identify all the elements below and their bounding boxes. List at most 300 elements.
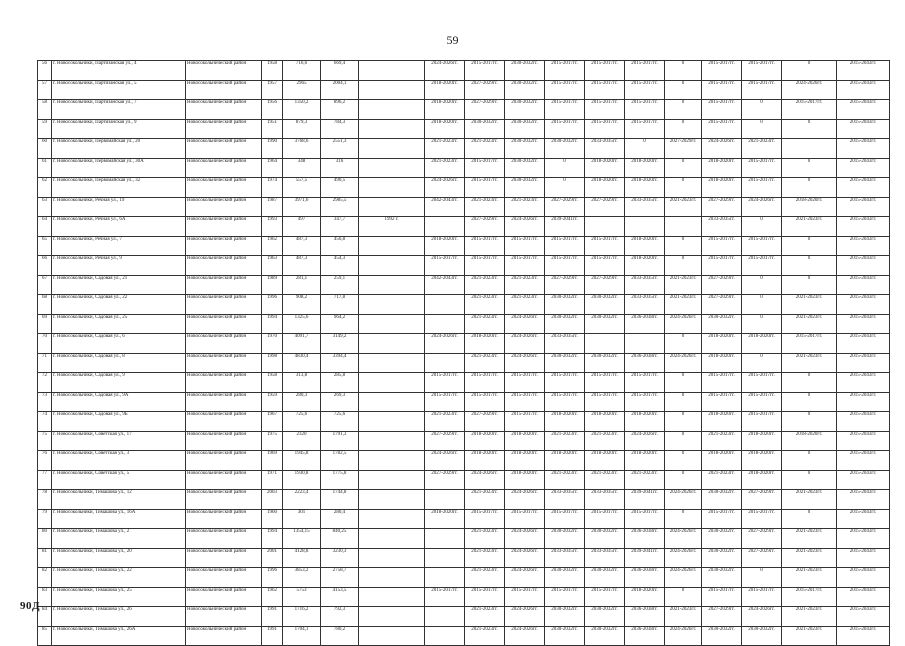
period-cell: 2015-2017гг.	[782, 587, 837, 607]
period-cell: 2027-2029гг.	[702, 197, 742, 217]
period-cell: 2021-2023гг.	[782, 548, 837, 568]
address-cell: г. Новосокольники, Партизанская ул., 7	[52, 100, 186, 120]
district-cell: Новосокольнический район	[186, 61, 262, 81]
period-cell: 2015-2043гг.	[837, 568, 890, 588]
address-cell: г. Новосокольники, Первомайская ул., 32	[52, 178, 186, 198]
period-cell: 2033-2035гг.	[702, 217, 742, 237]
table-row	[38, 509, 890, 529]
note-cell	[359, 470, 425, 490]
period-cell: 2021-2023гг.	[465, 607, 505, 627]
period-cell: 2015-2017гг.	[505, 412, 545, 432]
period-cell: 2015-2017гг.	[545, 119, 585, 139]
year-built-cell: 1994	[262, 314, 283, 334]
period-cell: 2021-2023гг.	[505, 197, 545, 217]
period-cell: 2021-2023гг.	[465, 295, 505, 315]
period-cell	[585, 334, 625, 354]
period-cell: 2015-2017гг.	[505, 587, 545, 607]
row-number-cell: 59	[38, 119, 52, 139]
period-cell: 2021-2023гг.	[782, 529, 837, 549]
table-body	[38, 61, 890, 646]
district-cell: Новосокольнический район	[186, 548, 262, 568]
period-cell: 2030-2032гг.	[742, 626, 782, 646]
period-cell: 2030-2032гг.	[505, 178, 545, 198]
period-cell: 0	[665, 80, 702, 100]
period-cell: 2018-2020гг.	[702, 178, 742, 198]
period-cell: 2018-2020гг.	[505, 451, 545, 471]
address-cell: г. Новосокольники, Садовая ул., 9	[52, 373, 186, 393]
total-area-cell: 557,5	[283, 178, 321, 198]
period-cell: 2033-2035гг.	[625, 197, 665, 217]
note-cell	[359, 314, 425, 334]
address-cell: г. Новосокольники, Советская ул., 5	[52, 470, 186, 490]
period-cell: 0	[665, 451, 702, 471]
period-cell: 2030-2032гг.	[545, 139, 585, 159]
district-cell: Новосокольнический район	[186, 412, 262, 432]
period-cell: 2021-2023гг.	[782, 353, 837, 373]
period-cell: 2021-2023гг.	[465, 353, 505, 373]
period-cell: 0	[665, 158, 702, 178]
period-cell: 2024-2026гг.	[665, 353, 702, 373]
period-cell: 2015-2017гг.	[702, 587, 742, 607]
note-cell	[359, 353, 425, 373]
period-cell: 2021-2023гг.	[585, 431, 625, 451]
note-cell	[359, 451, 425, 471]
living-area-cell: 1775,8	[321, 470, 359, 490]
period-cell: 2021-2023гг.	[742, 139, 782, 159]
period-cell: 2036-2038гг.	[625, 314, 665, 334]
year-built-cell: 1993	[262, 217, 283, 237]
total-area-cell: 908,2	[283, 295, 321, 315]
table-row	[38, 139, 890, 159]
total-area-cell: 2320	[283, 431, 321, 451]
period-cell: 2015-2017гг.	[625, 100, 665, 120]
row-number-cell: 68	[38, 295, 52, 315]
year-built-cell: 1970	[262, 334, 283, 354]
year-built-cell: 1996	[262, 295, 283, 315]
table-row	[38, 158, 890, 178]
period-cell: 2015-2017гг.	[742, 178, 782, 198]
period-cell: 2018-2020гг.	[585, 158, 625, 178]
year-built-cell: 1957	[262, 80, 283, 100]
total-area-cell: 3768,6	[283, 139, 321, 159]
year-built-cell: 1951	[262, 119, 283, 139]
period-cell: 2015-2017гг.	[702, 61, 742, 81]
period-cell: 2018-2020гг.	[585, 412, 625, 432]
address-cell: г. Новосокольники, Советская ул., 3	[52, 451, 186, 471]
period-cell: 0	[665, 470, 702, 490]
period-cell	[425, 490, 465, 510]
row-number-cell: 61	[38, 158, 52, 178]
year-built-cell: 1991	[262, 607, 283, 627]
note-cell	[359, 548, 425, 568]
row-number-cell: 78	[38, 490, 52, 510]
period-cell	[425, 548, 465, 568]
period-cell: 2030-2032гг.	[702, 626, 742, 646]
table-row	[38, 295, 890, 315]
period-cell: 2027-2029гг.	[665, 139, 702, 159]
district-cell: Новосокольнический район	[186, 431, 262, 451]
district-cell: Новосокольнический район	[186, 119, 262, 139]
living-area-cell: 3230,3	[321, 548, 359, 568]
living-area-cell: 3394,4	[321, 353, 359, 373]
period-cell: 0	[665, 236, 702, 256]
period-cell	[425, 217, 465, 237]
living-area-cell: 725,6	[321, 412, 359, 432]
period-cell: 2030-2032гг.	[545, 529, 585, 549]
address-cell: г. Новосокольники, Тимашова ул., 2	[52, 529, 186, 549]
living-area-cell: 784,3	[321, 119, 359, 139]
period-cell: 0	[782, 470, 837, 490]
period-cell: 2018-2020гг.	[625, 587, 665, 607]
period-cell	[425, 568, 465, 588]
period-cell: 2015-2017гг.	[585, 509, 625, 529]
year-built-cell: 1963	[262, 256, 283, 276]
period-cell: 2018-2020гг.	[742, 334, 782, 354]
period-cell: 2015-2043гг.	[837, 529, 890, 549]
period-cell: 2015-2017гг.	[742, 412, 782, 432]
period-cell: 2018-2020гг.	[742, 431, 782, 451]
period-cell: 2024-2026гг.	[505, 568, 545, 588]
period-cell: 2015-2017гг.	[545, 61, 585, 81]
period-cell: 2024-2026гг.	[742, 197, 782, 217]
period-cell: 0	[742, 100, 782, 120]
year-built-cell: 2003	[262, 490, 283, 510]
period-cell: 2030-2032гг.	[585, 353, 625, 373]
period-cell: 2024-2026гг.	[505, 490, 545, 510]
note-cell	[359, 158, 425, 178]
period-cell: 0	[742, 119, 782, 139]
period-cell: 0	[742, 275, 782, 295]
note-cell: 1992 г.	[359, 217, 425, 237]
period-cell: 2015-2043гг.	[837, 236, 890, 256]
period-cell	[425, 353, 465, 373]
row-number-cell: 85	[38, 626, 52, 646]
period-cell: 2015-2017гг.	[625, 80, 665, 100]
total-area-cell: 487,3	[283, 236, 321, 256]
total-area-cell: 4128,8	[283, 548, 321, 568]
period-cell: 2021-2023гг.	[465, 568, 505, 588]
address-cell: г. Новосокольники, Тимашова ул., 26А	[52, 626, 186, 646]
period-cell: 0	[782, 236, 837, 256]
period-cell: 2015-2017гг.	[625, 61, 665, 81]
period-cell: 2018-2020гг.	[742, 451, 782, 471]
note-cell	[359, 119, 425, 139]
year-built-cell: 1958	[262, 373, 283, 393]
period-cell: 0	[625, 139, 665, 159]
period-cell: 2033-2035гг.	[585, 490, 625, 510]
period-cell: 0	[665, 392, 702, 412]
period-cell: 2015-2017гг.	[465, 256, 505, 276]
period-cell: 2015-2017гг.	[585, 256, 625, 276]
period-cell: 2015-2017гг.	[545, 100, 585, 120]
period-cell: 2018-2020гг.	[425, 80, 465, 100]
period-cell: 2018-2020гг.	[505, 431, 545, 451]
period-cell: 2015-2017гг.	[585, 373, 625, 393]
period-cell: 2030-2032гг.	[702, 529, 742, 549]
row-number-cell: 82	[38, 568, 52, 588]
note-cell	[359, 490, 425, 510]
period-cell: 2015-2017гг.	[425, 256, 465, 276]
period-cell: 2024-2026гг.	[505, 217, 545, 237]
period-cell: 0	[665, 509, 702, 529]
total-area-cell: 348	[283, 158, 321, 178]
period-cell: 2033-2035гг.	[625, 275, 665, 295]
period-cell: 2030-2032гг.	[585, 607, 625, 627]
period-cell: 2027-2029гг.	[425, 431, 465, 451]
period-cell: 2015-2017гг.	[625, 392, 665, 412]
period-cell: 2021-2023гг.	[665, 197, 702, 217]
period-cell	[425, 626, 465, 646]
period-cell: 0	[782, 158, 837, 178]
period-cell: 0	[782, 373, 837, 393]
period-cell: 2030-2032гг.	[545, 626, 585, 646]
district-cell: Новосокольнический район	[186, 139, 262, 159]
period-cell: 2015-2017гг.	[505, 256, 545, 276]
period-cell: 2015-2017гг.	[585, 100, 625, 120]
period-cell: 2015-2017гг.	[545, 587, 585, 607]
period-cell: 2042-2043гг.	[425, 197, 465, 217]
table-row	[38, 178, 890, 198]
period-cell: 2021-2023гг.	[465, 490, 505, 510]
period-cell: 2015-2043гг.	[837, 607, 890, 627]
period-cell: 2036-2038гг.	[625, 529, 665, 549]
row-number-cell: 65	[38, 236, 52, 256]
address-cell: г. Новосокольники, Партизанская ул., 5	[52, 80, 186, 100]
period-cell: 2018-2020гг.	[625, 451, 665, 471]
period-cell: 2024-2026гг.	[505, 626, 545, 646]
total-area-cell: 4830,4	[283, 353, 321, 373]
period-cell: 2021-2023гг.	[782, 626, 837, 646]
total-area-cell: 5753	[283, 587, 321, 607]
table-row	[38, 451, 890, 471]
district-cell: Новосокольнический район	[186, 314, 262, 334]
year-built-cell: 1975	[262, 431, 283, 451]
period-cell: 2030-2032гг.	[545, 607, 585, 627]
period-cell: 2024-2026гг.	[505, 548, 545, 568]
period-cell: 2027-2029гг.	[465, 80, 505, 100]
period-cell: 2033-2035гг.	[585, 548, 625, 568]
period-cell: 2021-2023гг.	[465, 548, 505, 568]
table-row	[38, 119, 890, 139]
row-number-cell: 75	[38, 431, 52, 451]
living-area-cell: 780,2	[321, 626, 359, 646]
period-cell: 2018-2020гг.	[465, 451, 505, 471]
note-cell	[359, 392, 425, 412]
period-cell: 2015-2017гг.	[545, 256, 585, 276]
period-cell: 2030-2032гг.	[505, 80, 545, 100]
period-cell: 2015-2017гг.	[505, 509, 545, 529]
period-cell: 0	[782, 178, 837, 198]
period-cell: 0	[665, 100, 702, 120]
period-cell: 2036-2038гг.	[625, 353, 665, 373]
living-area-cell: 259,1	[321, 275, 359, 295]
note-cell	[359, 139, 425, 159]
row-number-cell: 64	[38, 217, 52, 237]
period-cell: 2015-2017гг.	[625, 373, 665, 393]
period-cell: 2027-2029гг.	[742, 529, 782, 549]
period-cell: 2021-2023гг.	[702, 470, 742, 490]
period-cell: 0	[665, 178, 702, 198]
note-cell	[359, 275, 425, 295]
period-cell: 2015-2017гг.	[702, 373, 742, 393]
district-cell: Новосокольнический район	[186, 353, 262, 373]
year-built-cell: 1990	[262, 139, 283, 159]
period-cell: 2015-2017гг.	[702, 236, 742, 256]
year-built-cell: 1959	[262, 392, 283, 412]
district-cell: Новосокольнический район	[186, 392, 262, 412]
table-row	[38, 197, 890, 217]
table-row	[38, 470, 890, 490]
period-cell: 2021-2023гг.	[465, 275, 505, 295]
period-cell: 2015-2017гг.	[702, 509, 742, 529]
district-cell: Новосокольнический район	[186, 256, 262, 276]
period-cell: 2018-2020гг.	[625, 158, 665, 178]
period-cell: 2021-2023гг.	[465, 529, 505, 549]
year-built-cell: 1991	[262, 626, 283, 646]
note-cell	[359, 509, 425, 529]
table-row	[38, 275, 890, 295]
period-cell	[425, 295, 465, 315]
note-cell	[359, 256, 425, 276]
table-row	[38, 431, 890, 451]
district-cell: Новосокольнический район	[186, 626, 262, 646]
period-cell: 2042-2043гг.	[425, 275, 465, 295]
total-area-cell: 281,1	[283, 275, 321, 295]
address-cell: г. Новосокольники, Тимашова ул., 16А	[52, 509, 186, 529]
period-cell: 2033-2035гг.	[545, 334, 585, 354]
period-cell: 2015-2043гг.	[837, 392, 890, 412]
note-cell	[359, 197, 425, 217]
period-cell: 2021-2023гг.	[545, 431, 585, 451]
living-area-cell: 2758,7	[321, 568, 359, 588]
total-area-cell: 1354,15	[283, 529, 321, 549]
period-cell: 0	[665, 61, 702, 81]
district-cell: Новосокольнический район	[186, 568, 262, 588]
year-built-cell: 1971	[262, 470, 283, 490]
period-cell: 2027-2029гг.	[465, 100, 505, 120]
period-cell: 2015-2043гг.	[837, 490, 890, 510]
table-row	[38, 314, 890, 334]
period-cell: 2021-2023гг.	[465, 139, 505, 159]
period-cell: 2015-2017гг.	[545, 509, 585, 529]
row-number-cell: 58	[38, 100, 52, 120]
period-cell: 0	[742, 353, 782, 373]
period-cell: 0	[545, 158, 585, 178]
period-cell: 2021-2023гг.	[425, 158, 465, 178]
district-cell: Новосокольнический район	[186, 275, 262, 295]
period-cell: 2018-2020гг.	[585, 178, 625, 198]
period-cell: 2027-2029гг.	[742, 548, 782, 568]
period-cell: 2030-2032гг.	[585, 529, 625, 549]
total-area-cell: 3853,2	[283, 568, 321, 588]
table-row	[38, 607, 890, 627]
period-cell: 2015-2017гг.	[585, 236, 625, 256]
period-cell: 2021-2023гг.	[782, 295, 837, 315]
period-cell: 2039-2041гг.	[625, 490, 665, 510]
period-cell: 2024-2026гг.	[665, 568, 702, 588]
row-number-cell: 73	[38, 392, 52, 412]
page-number: 59	[446, 33, 459, 47]
period-cell: 2015-2043гг.	[837, 451, 890, 471]
living-area-cell: 1782,5	[321, 451, 359, 471]
living-area-cell: 316	[321, 158, 359, 178]
period-cell: 2015-2017гг.	[742, 392, 782, 412]
period-cell: 2030-2032гг.	[505, 139, 545, 159]
table-row	[38, 80, 890, 100]
period-cell: 2015-2043гг.	[837, 100, 890, 120]
period-cell: 2018-2020гг.	[465, 334, 505, 354]
period-cell: 2033-2035гг.	[585, 139, 625, 159]
note-cell	[359, 295, 425, 315]
row-number-cell: 70	[38, 334, 52, 354]
period-cell: 2024-2026гг.	[505, 334, 545, 354]
table-row	[38, 490, 890, 510]
period-cell: 2024-2026гг.	[665, 626, 702, 646]
district-cell: Новосокольнический район	[186, 217, 262, 237]
living-area-cell: 2551,3	[321, 139, 359, 159]
address-cell: г. Новосокольники, Тимашова ул., 22	[52, 568, 186, 588]
period-cell: 2018-2020гг.	[465, 431, 505, 451]
district-cell: Новосокольнический район	[186, 100, 262, 120]
period-cell: 2015-2043гг.	[837, 80, 890, 100]
district-cell: Новосокольнический район	[186, 490, 262, 510]
period-cell	[625, 217, 665, 237]
total-area-cell: 1350,2	[283, 100, 321, 120]
period-cell: 2021-2023гг.	[702, 431, 742, 451]
period-cell: 0	[742, 314, 782, 334]
period-cell: 2015-2017гг.	[702, 256, 742, 276]
period-cell: 2018-2020гг.	[585, 451, 625, 471]
total-area-cell: 716,6	[283, 61, 321, 81]
registry-table	[37, 60, 890, 646]
row-number-cell: 69	[38, 314, 52, 334]
period-cell: 2039-2041гг.	[625, 548, 665, 568]
table-row	[38, 61, 890, 81]
district-cell: Новосокольнический район	[186, 470, 262, 490]
note-cell	[359, 529, 425, 549]
row-number-cell: 67	[38, 275, 52, 295]
period-cell: 2024-2026гг.	[425, 178, 465, 198]
year-built-cell: 1962	[262, 587, 283, 607]
table-row	[38, 256, 890, 276]
period-cell: 2018-2020гг.	[742, 470, 782, 490]
period-cell: 2015-2017гг.	[702, 392, 742, 412]
period-cell: 2015-2017гг.	[585, 61, 625, 81]
period-cell: 2015-2017гг.	[702, 80, 742, 100]
row-number-cell: 60	[38, 139, 52, 159]
period-cell: 2024-2026гг.	[505, 529, 545, 549]
period-cell: 2027-2029гг.	[702, 607, 742, 627]
living-area-cell: 964,2	[321, 314, 359, 334]
period-cell: 2027-2029гг.	[465, 217, 505, 237]
total-area-cell: 313,8	[283, 373, 321, 393]
district-cell: Новосокольнический район	[186, 178, 262, 198]
total-area-cell: 3971,6	[283, 197, 321, 217]
living-area-cell: 717,8	[321, 295, 359, 315]
period-cell: 2018-2020гг.	[702, 353, 742, 373]
living-area-cell: 1744,8	[321, 490, 359, 510]
period-cell: 2021-2023гг.	[465, 314, 505, 334]
period-cell: 2024-2026гг.	[505, 353, 545, 373]
period-cell: 0	[782, 119, 837, 139]
period-cell: 2036-2038гг.	[625, 607, 665, 627]
period-cell	[782, 139, 837, 159]
period-cell: 2030-2032гг.	[585, 295, 625, 315]
period-cell: 0	[665, 587, 702, 607]
period-cell: 2015-2043гг.	[837, 217, 890, 237]
year-built-cell: 1987	[262, 197, 283, 217]
period-cell: 2015-2017гг.	[782, 334, 837, 354]
